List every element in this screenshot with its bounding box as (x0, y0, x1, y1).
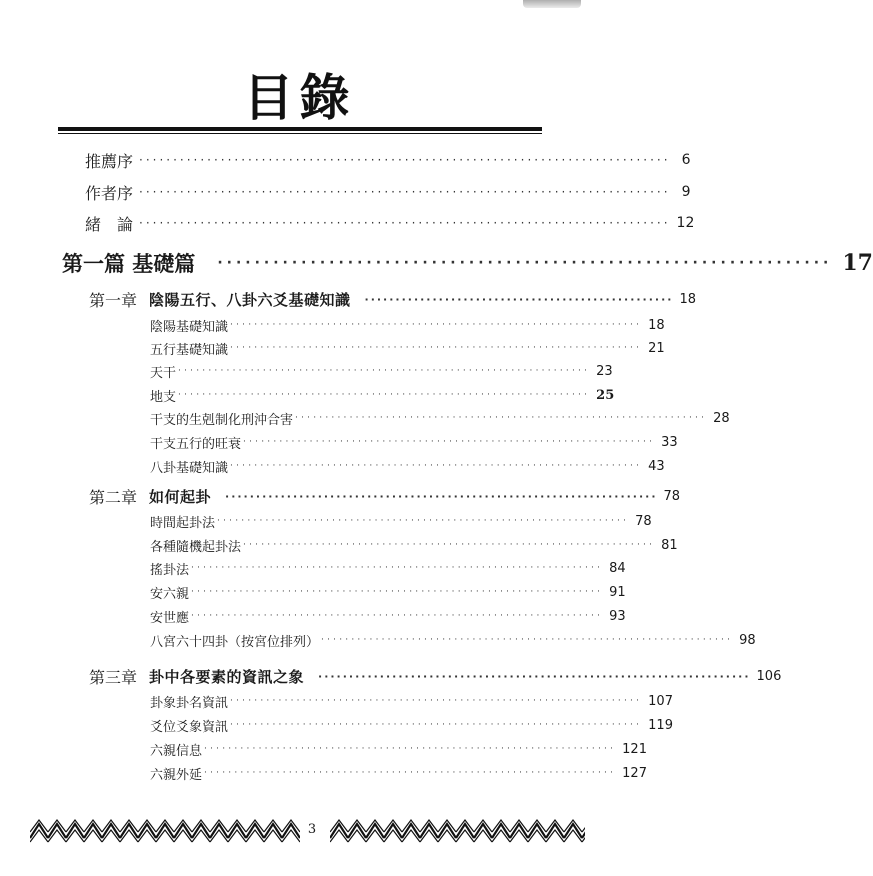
toc-entry-page: 9 (681, 184, 691, 200)
toc-entry-page: 12 (676, 215, 695, 231)
dot-leader: ···································································· (204, 768, 617, 778)
toc-section[interactable] (150, 605, 626, 627)
dot-leader: ·············································································· (139, 185, 671, 199)
dot-leader: ···································································· (230, 343, 643, 353)
footer-ornament-left (30, 818, 300, 844)
section-page: 28 (713, 410, 730, 426)
section-title: 爻位爻象資訊 (150, 719, 229, 735)
section-title: 天干 (150, 365, 177, 381)
section-title: 六親信息 (150, 743, 203, 759)
section-page: 18 (648, 317, 665, 333)
toc-entry-label: 作者序 (85, 183, 134, 203)
chapter-page: 78 (663, 488, 681, 504)
toc-part-page: 17 (842, 250, 873, 276)
toc-section[interactable] (150, 690, 673, 712)
chapter-title: 如何起卦 (149, 487, 212, 506)
page-title: 目錄 (243, 69, 356, 127)
section-title: 安六親 (150, 586, 190, 602)
dot-leader: ······································································ (318, 669, 751, 683)
title-rule-thick (58, 127, 542, 131)
toc-section[interactable] (150, 581, 626, 603)
section-title: 時間起卦法 (150, 515, 216, 531)
section-title: 卦象卦名資訊 (150, 695, 229, 711)
section-page: 21 (648, 340, 665, 356)
toc-entry-label: 推薦序 (85, 151, 134, 171)
section-title: 干支五行的旺衰 (150, 436, 242, 452)
section-title: 搖卦法 (150, 562, 190, 578)
section-page: 81 (661, 537, 678, 553)
dot-leader: ······································································ (225, 489, 658, 503)
toc-section[interactable] (150, 337, 665, 359)
page-number: 3 (307, 822, 317, 837)
chapter-title: 陰陽五行、八卦六爻基礎知識 (149, 290, 351, 309)
section-page: 121 (622, 741, 647, 757)
corner-decoration (523, 0, 581, 8)
toc-section[interactable] (150, 360, 613, 382)
title-rule-thin (58, 133, 542, 134)
dot-leader: ···································································· (230, 461, 643, 471)
dot-leader: ·············································································· (139, 153, 671, 167)
toc-chapter-3[interactable] (89, 664, 782, 688)
section-page: 91 (609, 584, 626, 600)
toc-entry-label: 緒 論 (85, 214, 134, 234)
section-title: 五行基礎知識 (150, 342, 229, 358)
section-title: 干支的生剋制化刑沖合害 (150, 412, 294, 428)
dot-leader: ···································································· (321, 635, 734, 645)
chapter-title: 卦中各要素的資訊之象 (149, 667, 305, 686)
chapter-number: 第二章 (89, 487, 138, 507)
section-page: 78 (635, 513, 652, 529)
section-page: 127 (622, 765, 647, 781)
toc-chapter-1[interactable] (89, 287, 696, 311)
section-title: 八宮六十四卦（按宮位排列） (150, 634, 320, 650)
footer-ornament-right (330, 818, 585, 844)
section-page: 25 (596, 387, 615, 403)
chapter-page: 18 (679, 291, 696, 307)
dot-leader: ·················································· (364, 292, 674, 306)
section-page: 98 (739, 632, 756, 648)
dot-leader: ···································································· (230, 696, 643, 706)
section-title: 地支 (150, 389, 177, 405)
toc-section[interactable] (150, 384, 615, 406)
chapter-number: 第三章 (89, 667, 138, 687)
section-page: 43 (648, 458, 665, 474)
section-page: 23 (596, 363, 613, 379)
section-title: 安世應 (150, 610, 190, 626)
section-page: 93 (609, 608, 626, 624)
dot-leader: ···································································· (217, 516, 630, 526)
dot-leader: ···································································· (191, 587, 604, 597)
dot-leader: ···································································· (230, 720, 643, 730)
chapter-number: 第一章 (89, 290, 138, 310)
dot-leader: ·································································· (217, 255, 833, 271)
toc-chapter-2[interactable] (89, 484, 681, 508)
toc-section[interactable] (150, 714, 673, 736)
toc-entry-foreword[interactable] (85, 148, 691, 172)
dot-leader: ···································································· (191, 611, 604, 621)
toc-section[interactable] (150, 762, 647, 784)
toc-part-1[interactable] (62, 248, 873, 278)
dot-leader: ···································································· (178, 366, 591, 376)
dot-leader: ···································································· (243, 540, 656, 550)
toc-entry-page: 6 (681, 152, 691, 168)
section-title: 陰陽基礎知識 (150, 319, 229, 335)
dot-leader: ···································································· (204, 744, 617, 754)
toc-section[interactable] (150, 407, 730, 429)
section-page: 84 (609, 560, 626, 576)
dot-leader: ···································································· (178, 390, 591, 400)
toc-part-label: 第一篇 基礎篇 (62, 251, 196, 276)
toc-section[interactable] (150, 534, 678, 556)
chapter-page: 106 (756, 668, 782, 684)
toc-section[interactable] (150, 629, 756, 651)
toc-section[interactable] (150, 510, 652, 532)
toc-entry-preface[interactable] (85, 180, 691, 204)
section-title: 六親外延 (150, 767, 203, 783)
section-page: 119 (648, 717, 673, 733)
toc-section[interactable] (150, 557, 626, 579)
toc-section[interactable] (150, 455, 665, 477)
dot-leader: ···································································· (243, 437, 656, 447)
dot-leader: ·············································································· (139, 216, 671, 230)
toc-section[interactable] (150, 738, 647, 760)
dot-leader: ···································································· (295, 413, 708, 423)
section-title: 各種隨機起卦法 (150, 539, 242, 555)
toc-section[interactable] (150, 314, 665, 336)
toc-section[interactable] (150, 431, 678, 453)
dot-leader: ···································································· (230, 320, 643, 330)
section-title: 八卦基礎知識 (150, 460, 229, 476)
section-page: 33 (661, 434, 678, 450)
section-page: 107 (648, 693, 673, 709)
toc-entry-introduction[interactable] (85, 211, 695, 235)
dot-leader: ···································································· (191, 563, 604, 573)
